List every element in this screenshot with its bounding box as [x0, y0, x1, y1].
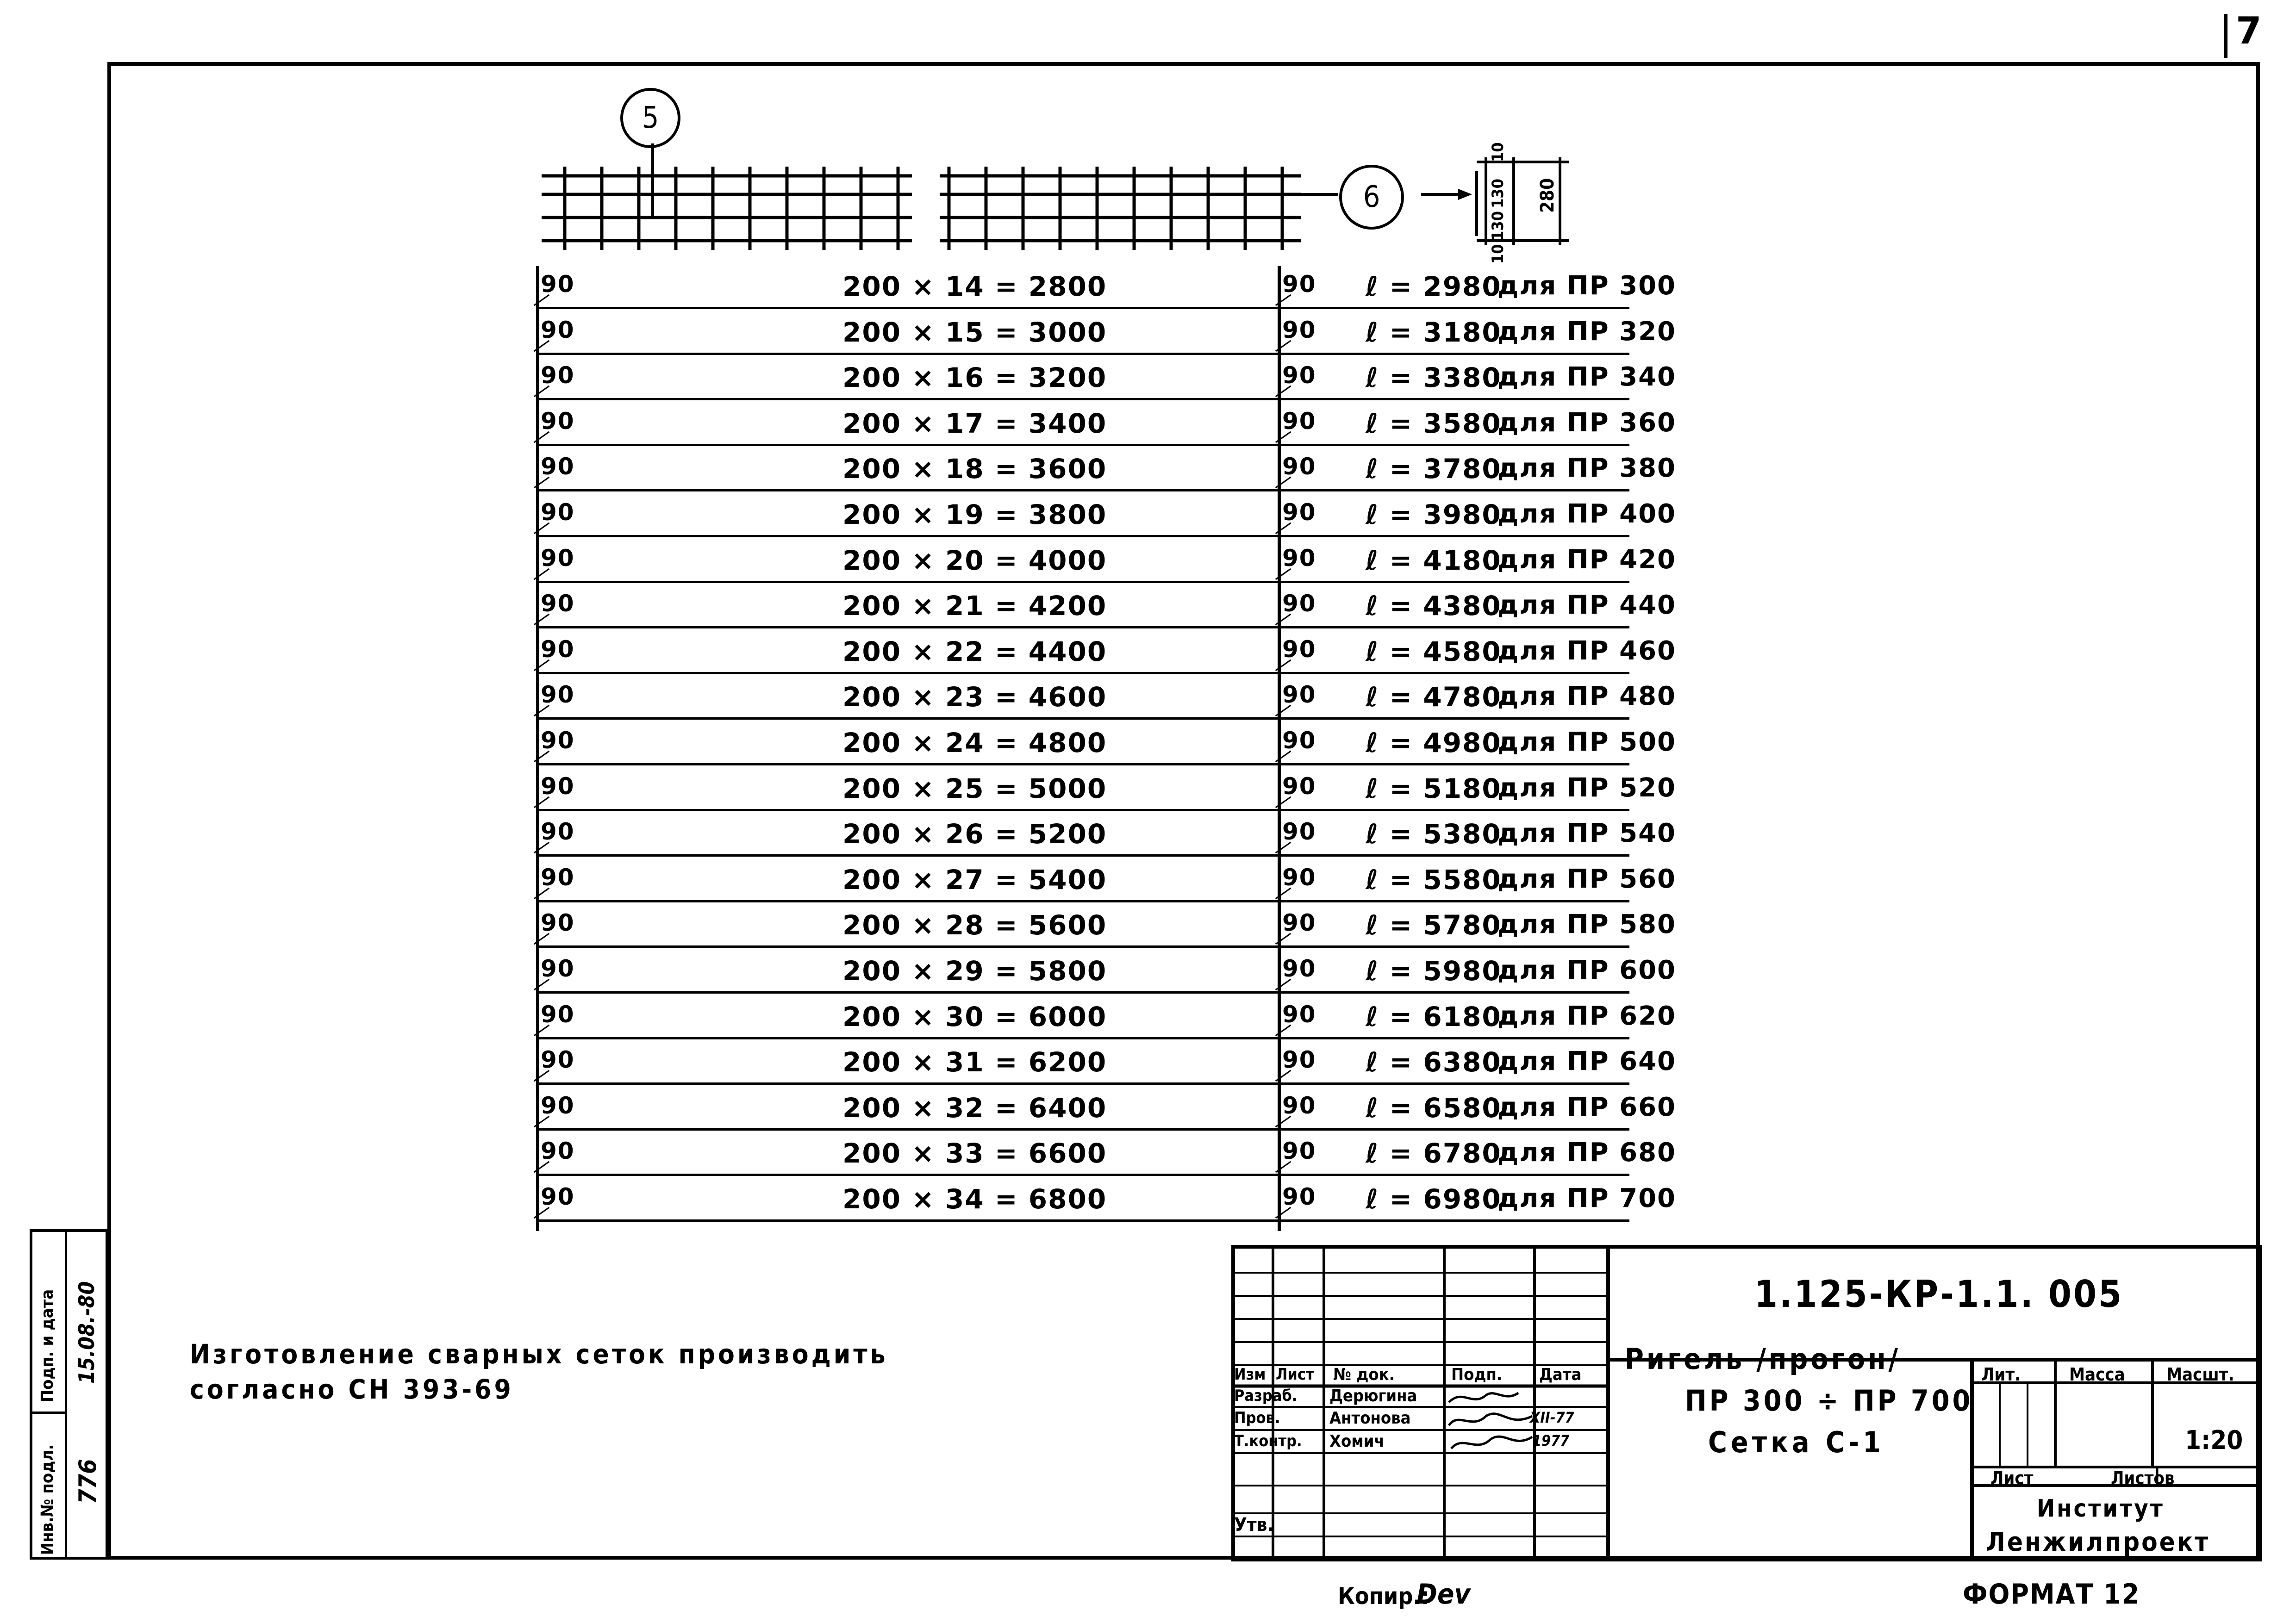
row-end-offset-right: 90 — [1282, 408, 1316, 435]
table-row-separator — [537, 1128, 1629, 1131]
date-prov: XII-77 — [1530, 1409, 1574, 1426]
row-purpose: для ПР 420 — [1497, 545, 1676, 575]
table-row-separator — [537, 900, 1629, 902]
row-purpose: для ПР 620 — [1497, 1001, 1676, 1031]
row-end-offset-left: 90 — [541, 955, 575, 982]
row-total-length: ℓ = 5580 — [1366, 864, 1502, 895]
row-end-offset-left: 90 — [541, 317, 575, 343]
table-row-separator — [537, 581, 1629, 583]
row-end-offset-left: 90 — [541, 545, 575, 572]
table-mid-line — [1278, 266, 1281, 1231]
side-stamp-sign-label: Подп. и дата — [38, 1289, 57, 1402]
row-end-offset-right: 90 — [1282, 1046, 1316, 1073]
row-length-calc: 200 × 34 = 6800 — [842, 1183, 1107, 1215]
sheets-label: Листов — [2111, 1468, 2175, 1488]
title-line-1: Ригель /прогон/ — [1625, 1342, 1901, 1376]
table-row-separator — [537, 1219, 1629, 1222]
row-purpose: для ПР 520 — [1497, 773, 1676, 803]
row-end-offset-left: 90 — [541, 818, 575, 845]
side-stamp-date-value: 15.08.-80 — [74, 1281, 99, 1384]
row-total-length: ℓ = 5780 — [1366, 909, 1502, 941]
row-length-calc: 200 × 20 = 4000 — [842, 545, 1107, 576]
row-total-length: ℓ = 6980 — [1366, 1183, 1502, 1215]
row-purpose: для ПР 660 — [1497, 1092, 1676, 1122]
row-end-offset-right: 90 — [1282, 1001, 1316, 1028]
table-row-separator — [537, 991, 1629, 994]
dim-10-bottom: 10 — [1489, 244, 1507, 264]
row-length-calc: 200 × 28 = 5600 — [842, 909, 1107, 941]
col-list: Лист — [1276, 1365, 1314, 1384]
row-end-offset-left: 90 — [541, 1046, 575, 1073]
row-total-length: ℓ = 3180 — [1366, 317, 1502, 348]
role-prov: Пров. — [1234, 1409, 1280, 1427]
row-length-calc: 200 × 30 = 6000 — [842, 1001, 1107, 1032]
table-row-separator — [537, 307, 1629, 309]
name-antonova: Антонова — [1329, 1409, 1411, 1428]
row-purpose: для ПР 360 — [1497, 408, 1676, 438]
row-purpose: для ПР 680 — [1497, 1138, 1676, 1168]
row-end-offset-left: 90 — [541, 1183, 575, 1210]
copy-label: Копир.: — [1338, 1583, 1429, 1610]
name-khomich: Хомич — [1329, 1432, 1385, 1451]
row-end-offset-left: 90 — [541, 864, 575, 891]
row-end-offset-right: 90 — [1282, 271, 1316, 298]
mark-6-circle — [1339, 165, 1404, 230]
row-length-calc: 200 × 14 = 2800 — [842, 271, 1107, 302]
note-line-1: Изготовление сварных сеток производить — [190, 1338, 888, 1370]
table-row-separator — [537, 1174, 1629, 1176]
row-purpose: для ПР 700 — [1497, 1183, 1676, 1213]
row-end-offset-right: 90 — [1282, 909, 1316, 936]
org-line-1: Институт — [2037, 1495, 2165, 1523]
row-end-offset-right: 90 — [1282, 1092, 1316, 1119]
row-length-calc: 200 × 21 = 4200 — [842, 590, 1107, 622]
row-end-offset-left: 90 — [541, 453, 575, 480]
row-length-calc: 200 × 16 = 3200 — [842, 362, 1107, 393]
table-row-separator — [537, 444, 1629, 446]
row-length-calc: 200 × 27 = 5400 — [842, 864, 1107, 895]
title-line-2: ПР 300 ÷ ПР 700 — [1685, 1384, 1973, 1418]
row-purpose: для ПР 400 — [1497, 499, 1676, 529]
side-stamp-inv-value: 776 — [74, 1459, 102, 1504]
row-total-length: ℓ = 6380 — [1366, 1046, 1502, 1078]
table-row-separator — [537, 353, 1629, 355]
table-row-separator — [537, 672, 1629, 674]
table-left-line — [536, 266, 539, 1231]
row-end-offset-left: 90 — [541, 362, 575, 389]
row-end-offset-right: 90 — [1282, 545, 1316, 572]
row-total-length: ℓ = 4980 — [1366, 727, 1502, 759]
row-purpose: для ПР 580 — [1497, 909, 1676, 939]
row-total-length: ℓ = 6580 — [1366, 1092, 1502, 1124]
row-end-offset-right: 90 — [1282, 773, 1316, 800]
row-end-offset-right: 90 — [1282, 727, 1316, 754]
row-length-calc: 200 × 23 = 4600 — [842, 681, 1107, 713]
side-stamp-hdiv — [30, 1412, 67, 1414]
row-end-offset-right: 90 — [1282, 955, 1316, 982]
row-end-offset-left: 90 — [541, 1138, 575, 1164]
row-end-offset-right: 90 — [1282, 362, 1316, 389]
name-derugina: Дерюгина — [1329, 1387, 1417, 1405]
row-length-calc: 200 × 17 = 3400 — [842, 408, 1107, 439]
table-row-separator — [537, 854, 1629, 857]
side-stamp-divider — [65, 1229, 67, 1560]
mesh-drawing — [532, 83, 1643, 278]
col-doc: № док. — [1333, 1365, 1395, 1384]
row-end-offset-right: 90 — [1282, 681, 1316, 708]
row-length-calc: 200 × 22 = 4400 — [842, 636, 1107, 667]
row-total-length: ℓ = 6780 — [1366, 1138, 1502, 1169]
dim-130-a: 130 — [1489, 179, 1507, 208]
row-total-length: ℓ = 3580 — [1366, 408, 1502, 439]
row-end-offset-left: 90 — [541, 1001, 575, 1028]
table-row-separator — [537, 398, 1629, 400]
sheet-label: Лист — [1990, 1468, 2034, 1488]
side-stamp-inv-label: Инв.№ подл. — [38, 1444, 57, 1555]
row-length-calc: 200 × 24 = 4800 — [842, 727, 1107, 759]
row-total-length: ℓ = 3980 — [1366, 499, 1502, 530]
row-length-calc: 200 × 32 = 6400 — [842, 1092, 1107, 1124]
row-end-offset-left: 90 — [541, 773, 575, 800]
row-end-offset-right: 90 — [1282, 453, 1316, 480]
row-length-calc: 200 × 19 = 3800 — [842, 499, 1107, 530]
row-end-offset-right: 90 — [1282, 636, 1316, 663]
row-end-offset-left: 90 — [541, 727, 575, 754]
col-podp: Подп. — [1451, 1365, 1503, 1384]
row-length-calc: 200 × 18 = 3600 — [842, 453, 1107, 485]
row-end-offset-right: 90 — [1282, 818, 1316, 845]
row-total-length: ℓ = 3380 — [1366, 362, 1502, 393]
row-length-calc: 200 × 33 = 6600 — [842, 1138, 1107, 1169]
row-end-offset-left: 90 — [541, 1092, 575, 1119]
row-length-calc: 200 × 31 = 6200 — [842, 1046, 1107, 1078]
col-data: Дата — [1539, 1365, 1582, 1384]
row-purpose: для ПР 320 — [1497, 317, 1676, 347]
row-total-length: ℓ = 3780 — [1366, 453, 1502, 485]
row-end-offset-left: 90 — [541, 909, 575, 936]
row-purpose: для ПР 340 — [1497, 362, 1676, 392]
row-length-calc: 200 × 25 = 5000 — [842, 773, 1107, 804]
row-total-length: ℓ = 4180 — [1366, 545, 1502, 576]
copy-signature: Dev — [1416, 1578, 1471, 1611]
row-purpose: для ПР 440 — [1497, 590, 1676, 620]
row-length-calc: 200 × 15 = 3000 — [842, 317, 1107, 348]
col-izm: Изм — [1234, 1365, 1266, 1384]
scale-value: 1:20 — [2185, 1425, 2243, 1455]
lit-label: Лит. — [1981, 1364, 2021, 1385]
row-end-offset-left: 90 — [541, 271, 575, 298]
table-row-separator — [537, 489, 1629, 491]
row-purpose: для ПР 460 — [1497, 636, 1676, 666]
mark-6-label: 6 — [1363, 180, 1380, 214]
row-total-length: ℓ = 4580 — [1366, 636, 1502, 667]
table-row-separator — [537, 1082, 1629, 1085]
dim-130-b: 130 — [1489, 211, 1507, 241]
row-total-length: ℓ = 2980 — [1366, 271, 1502, 302]
signatures — [1444, 1384, 1537, 1458]
table-row-separator — [537, 626, 1629, 628]
page-number: 7 — [2236, 9, 2263, 52]
row-purpose: для ПР 600 — [1497, 955, 1676, 985]
table-row-separator — [537, 717, 1629, 720]
table-row-separator — [537, 1037, 1629, 1039]
row-purpose: для ПР 500 — [1497, 727, 1676, 757]
title-line-3: Сетка С-1 — [1708, 1425, 1884, 1459]
table-row-separator — [537, 535, 1629, 537]
role-tkontr: Т.контр. — [1234, 1432, 1302, 1450]
row-total-length: ℓ = 4780 — [1366, 681, 1502, 713]
row-end-offset-right: 90 — [1282, 864, 1316, 891]
mark-5-label: 5 — [642, 101, 659, 135]
row-end-offset-right: 90 — [1282, 1138, 1316, 1164]
row-end-offset-left: 90 — [541, 636, 575, 663]
table-row-separator — [537, 945, 1629, 948]
row-total-length: ℓ = 5980 — [1366, 955, 1502, 987]
dim-280: 280 — [1537, 178, 1558, 213]
row-purpose: для ПР 380 — [1497, 453, 1676, 483]
row-end-offset-right: 90 — [1282, 1183, 1316, 1210]
row-length-calc: 200 × 26 = 5200 — [842, 818, 1107, 850]
row-total-length: ℓ = 4380 — [1366, 590, 1502, 622]
page-number-frame — [2224, 14, 2227, 58]
row-end-offset-left: 90 — [541, 499, 575, 526]
date-tkontr: 1977 — [1532, 1432, 1570, 1449]
note-line-2: согласно СН 393-69 — [190, 1374, 514, 1405]
dim-10-top: 10 — [1489, 142, 1507, 162]
row-end-offset-right: 90 — [1282, 590, 1316, 617]
row-total-length: ℓ = 5180 — [1366, 773, 1502, 804]
table-row-separator — [537, 763, 1629, 765]
row-end-offset-left: 90 — [541, 590, 575, 617]
format-label: ФОРМАТ 12 — [1963, 1578, 2140, 1611]
role-utv: Утв. — [1234, 1514, 1274, 1536]
row-end-offset-right: 90 — [1282, 317, 1316, 343]
role-razrab: Разраб. — [1234, 1387, 1298, 1405]
row-purpose: для ПР 300 — [1497, 271, 1676, 301]
row-purpose: для ПР 540 — [1497, 818, 1676, 848]
row-end-offset-left: 90 — [541, 681, 575, 708]
row-end-offset-right: 90 — [1282, 499, 1316, 526]
row-length-calc: 200 × 29 = 5800 — [842, 955, 1107, 987]
mark-5-circle — [620, 88, 680, 148]
org-line-2: Ленжилпроект — [1986, 1527, 2210, 1557]
row-purpose: для ПР 560 — [1497, 864, 1676, 894]
row-total-length: ℓ = 5380 — [1366, 818, 1502, 850]
table-row-separator — [537, 809, 1629, 811]
scale-label: Масшт. — [2166, 1364, 2234, 1385]
row-end-offset-left: 90 — [541, 408, 575, 435]
row-total-length: ℓ = 6180 — [1366, 1001, 1502, 1032]
mass-label: Масса — [2069, 1364, 2125, 1385]
row-purpose: для ПР 480 — [1497, 681, 1676, 711]
doc-code: 1.125-КР-1.1. 005 — [1754, 1273, 2124, 1316]
row-purpose: для ПР 640 — [1497, 1046, 1676, 1076]
